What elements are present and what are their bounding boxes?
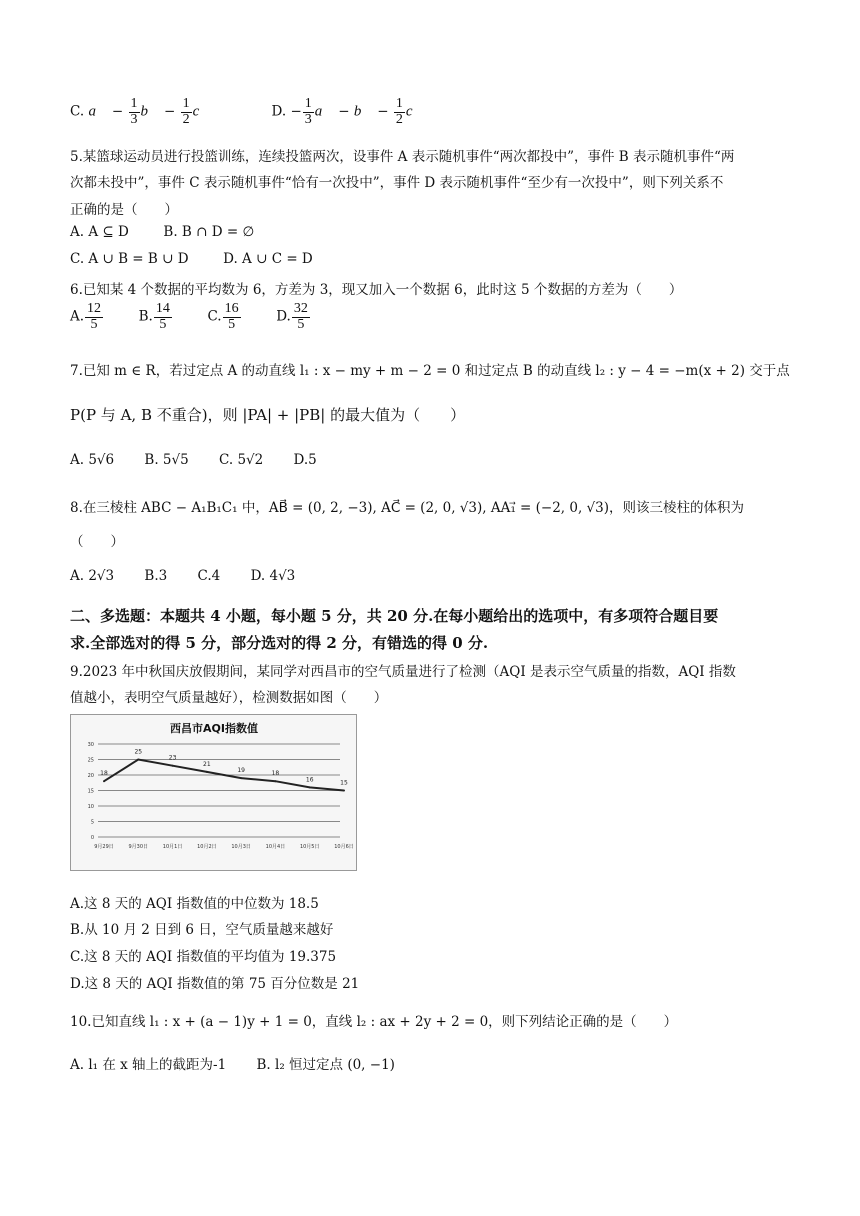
y-tick-label: 30	[87, 742, 94, 748]
q6-options: A. $\frac{12}{5}$ B. $\frac{14}{5}$ C. $\frac{16}{5}$ D. $\frac{32}{5}$	[70, 301, 308, 332]
x-tick-label: 10月2日	[197, 844, 217, 850]
q4-options: C. a⃗ − $\frac{1}{3}$ b⃗ − $\frac{1}{2}$ c⃗ D. − $\frac{1}{3}$ a⃗ − b⃗ − $\frac{1}{2}$ c⃗	[70, 96, 425, 127]
q10-option-a: A. l₁ 在 x 轴上的截距为-1	[70, 1057, 227, 1073]
q7-option-b: B. 5√5	[144, 452, 189, 468]
data-label: 16	[305, 776, 314, 784]
q5-option-b: B. B ∩ D = ∅	[163, 224, 255, 240]
q9-option-d: D.这 8 天的 AQI 指数值的第 75 百分位数是 21	[70, 976, 360, 992]
q9-line-1: 9.2023 年中秋国庆放假期间，某同学对西昌市的空气质量进行了检测（AQI 是表示空气质量的指数，AQI 指数	[70, 664, 736, 680]
data-label: 15	[340, 779, 348, 787]
q5-line-2: 次都未投中”，事件 C 表示随机事件“恰有一次投中”，事件 D 表示随机事件“至少有一次投中”，则下列关系不	[70, 175, 724, 191]
q9-line-2: 值越小，表明空气质量越好），检测数据如图（ ）	[70, 690, 388, 706]
q5-options-ab	[70, 224, 254, 240]
data-point	[206, 771, 208, 773]
y-tick-label: 10	[87, 804, 94, 810]
q5-options-cd	[70, 251, 313, 267]
q8-option-c: C.4	[197, 568, 221, 584]
q7-options	[70, 452, 317, 468]
q5-option-a: A. A ⊆ D	[70, 224, 129, 240]
data-point	[309, 786, 311, 788]
y-tick-label: 25	[87, 757, 94, 764]
q10-option-b: B. l₂ 恒过定点 (0, −1)	[256, 1057, 395, 1073]
q5-option-d: D. A ∪ C = D	[223, 251, 313, 267]
q9-option-b: B.从 10 月 2 日到 6 日，空气质量越来越好	[70, 922, 334, 938]
section-2-heading-line-1: 二、多选题：本题共 4 小题，每小题 5 分，共 20 分.在每小题给出的选项中，有多项符合题目要	[70, 607, 719, 625]
data-label: 18	[271, 770, 280, 778]
data-label: 18	[100, 770, 108, 778]
q8-option-a: A. 2√3	[70, 568, 115, 584]
q9-option-c: C.这 8 天的 AQI 指数值的平均值为 19.375	[70, 949, 337, 965]
data-label: 21	[203, 760, 211, 768]
q7-line-1: 7.已知 m ∈ R，若过定点 A 的动直线 l₁ : x − my + m − 2 = 0 和过定点 B 的动直线 l₂ : y − 4 = −m(x + 2) 交于点	[70, 363, 790, 379]
q9-option-a: A.这 8 天的 AQI 指数值的中位数为 18.5	[70, 896, 319, 912]
data-point	[274, 780, 276, 782]
q10-options	[70, 1053, 395, 1073]
data-label: 23	[168, 754, 177, 762]
data-point	[343, 790, 345, 792]
q8-option-b: B.3	[144, 568, 168, 584]
q10-line-1: 10.已知直线 l₁ : x + (a − 1)y + 1 = 0，直线 l₂ : ax + 2y + 2 = 0，则下列结论正确的是（ ）	[70, 1014, 678, 1030]
x-tick-label: 10月6日	[334, 844, 354, 850]
q5-option-c: C. A ∪ B = B ∪ D	[70, 251, 189, 267]
y-tick-label: 20	[87, 773, 94, 779]
q7-option-a: A. 5√6	[70, 452, 115, 468]
q7-option-d: D.5	[293, 452, 317, 468]
chart-title: 西昌市AQI指数值	[170, 722, 258, 735]
x-tick-label: 10月5日	[299, 844, 320, 850]
section-2-heading-line-2: 求.全部选对的得 5 分，部分选对的得 2 分，有错选的得 0 分.	[70, 634, 489, 652]
y-tick-label: 15	[87, 788, 94, 795]
data-point	[172, 765, 174, 767]
q8-options	[70, 568, 295, 584]
q5-line-3: 正确的是（ ）	[70, 202, 178, 218]
x-tick-label: 9月30日	[128, 844, 149, 850]
aqi-line-chart	[70, 714, 357, 871]
q6-stem: 6.已知某 4 个数据的平均数为 6，方差为 3，现又加入一个数据 6，此时这 5 个数据的方差为（ ）	[70, 282, 683, 298]
q8-option-d: D. 4√3	[250, 568, 296, 584]
q5-line-1: 5.某篮球运动员进行投篮训练，连续投篮两次，设事件 A 表示随机事件“两次都投中”，事件 B 表示随机事件“两	[70, 149, 735, 165]
q8-line-1: 8.在三棱柱 ABC − A₁B₁C₁ 中，AB⃗ = (0, 2, −3), AC⃗ = (2, 0, √3), AA₁⃗ = (−2, 0, √3)，则该三棱柱的体积为	[70, 500, 745, 516]
data-label: 19	[237, 767, 245, 775]
data-label: 25	[134, 748, 143, 756]
q8-line-2: （ ）	[70, 534, 124, 550]
data-point	[240, 777, 242, 779]
x-tick-label: 9月29日	[94, 844, 114, 850]
q7-line-2: P(P 与 A, B 不重合)，则 |PA| + |PB| 的最大值为（ ）	[70, 406, 466, 424]
aqi-chart	[70, 714, 357, 871]
x-tick-label: 10月4日	[265, 844, 286, 850]
q7-option-c: C. 5√2	[219, 452, 264, 468]
data-point	[137, 759, 139, 761]
data-point	[103, 780, 105, 782]
x-tick-label: 10月1日	[162, 844, 183, 850]
x-tick-label: 10月3日	[231, 844, 251, 850]
y-tick-label: 5	[90, 819, 94, 826]
y-tick-label: 0	[90, 835, 94, 841]
